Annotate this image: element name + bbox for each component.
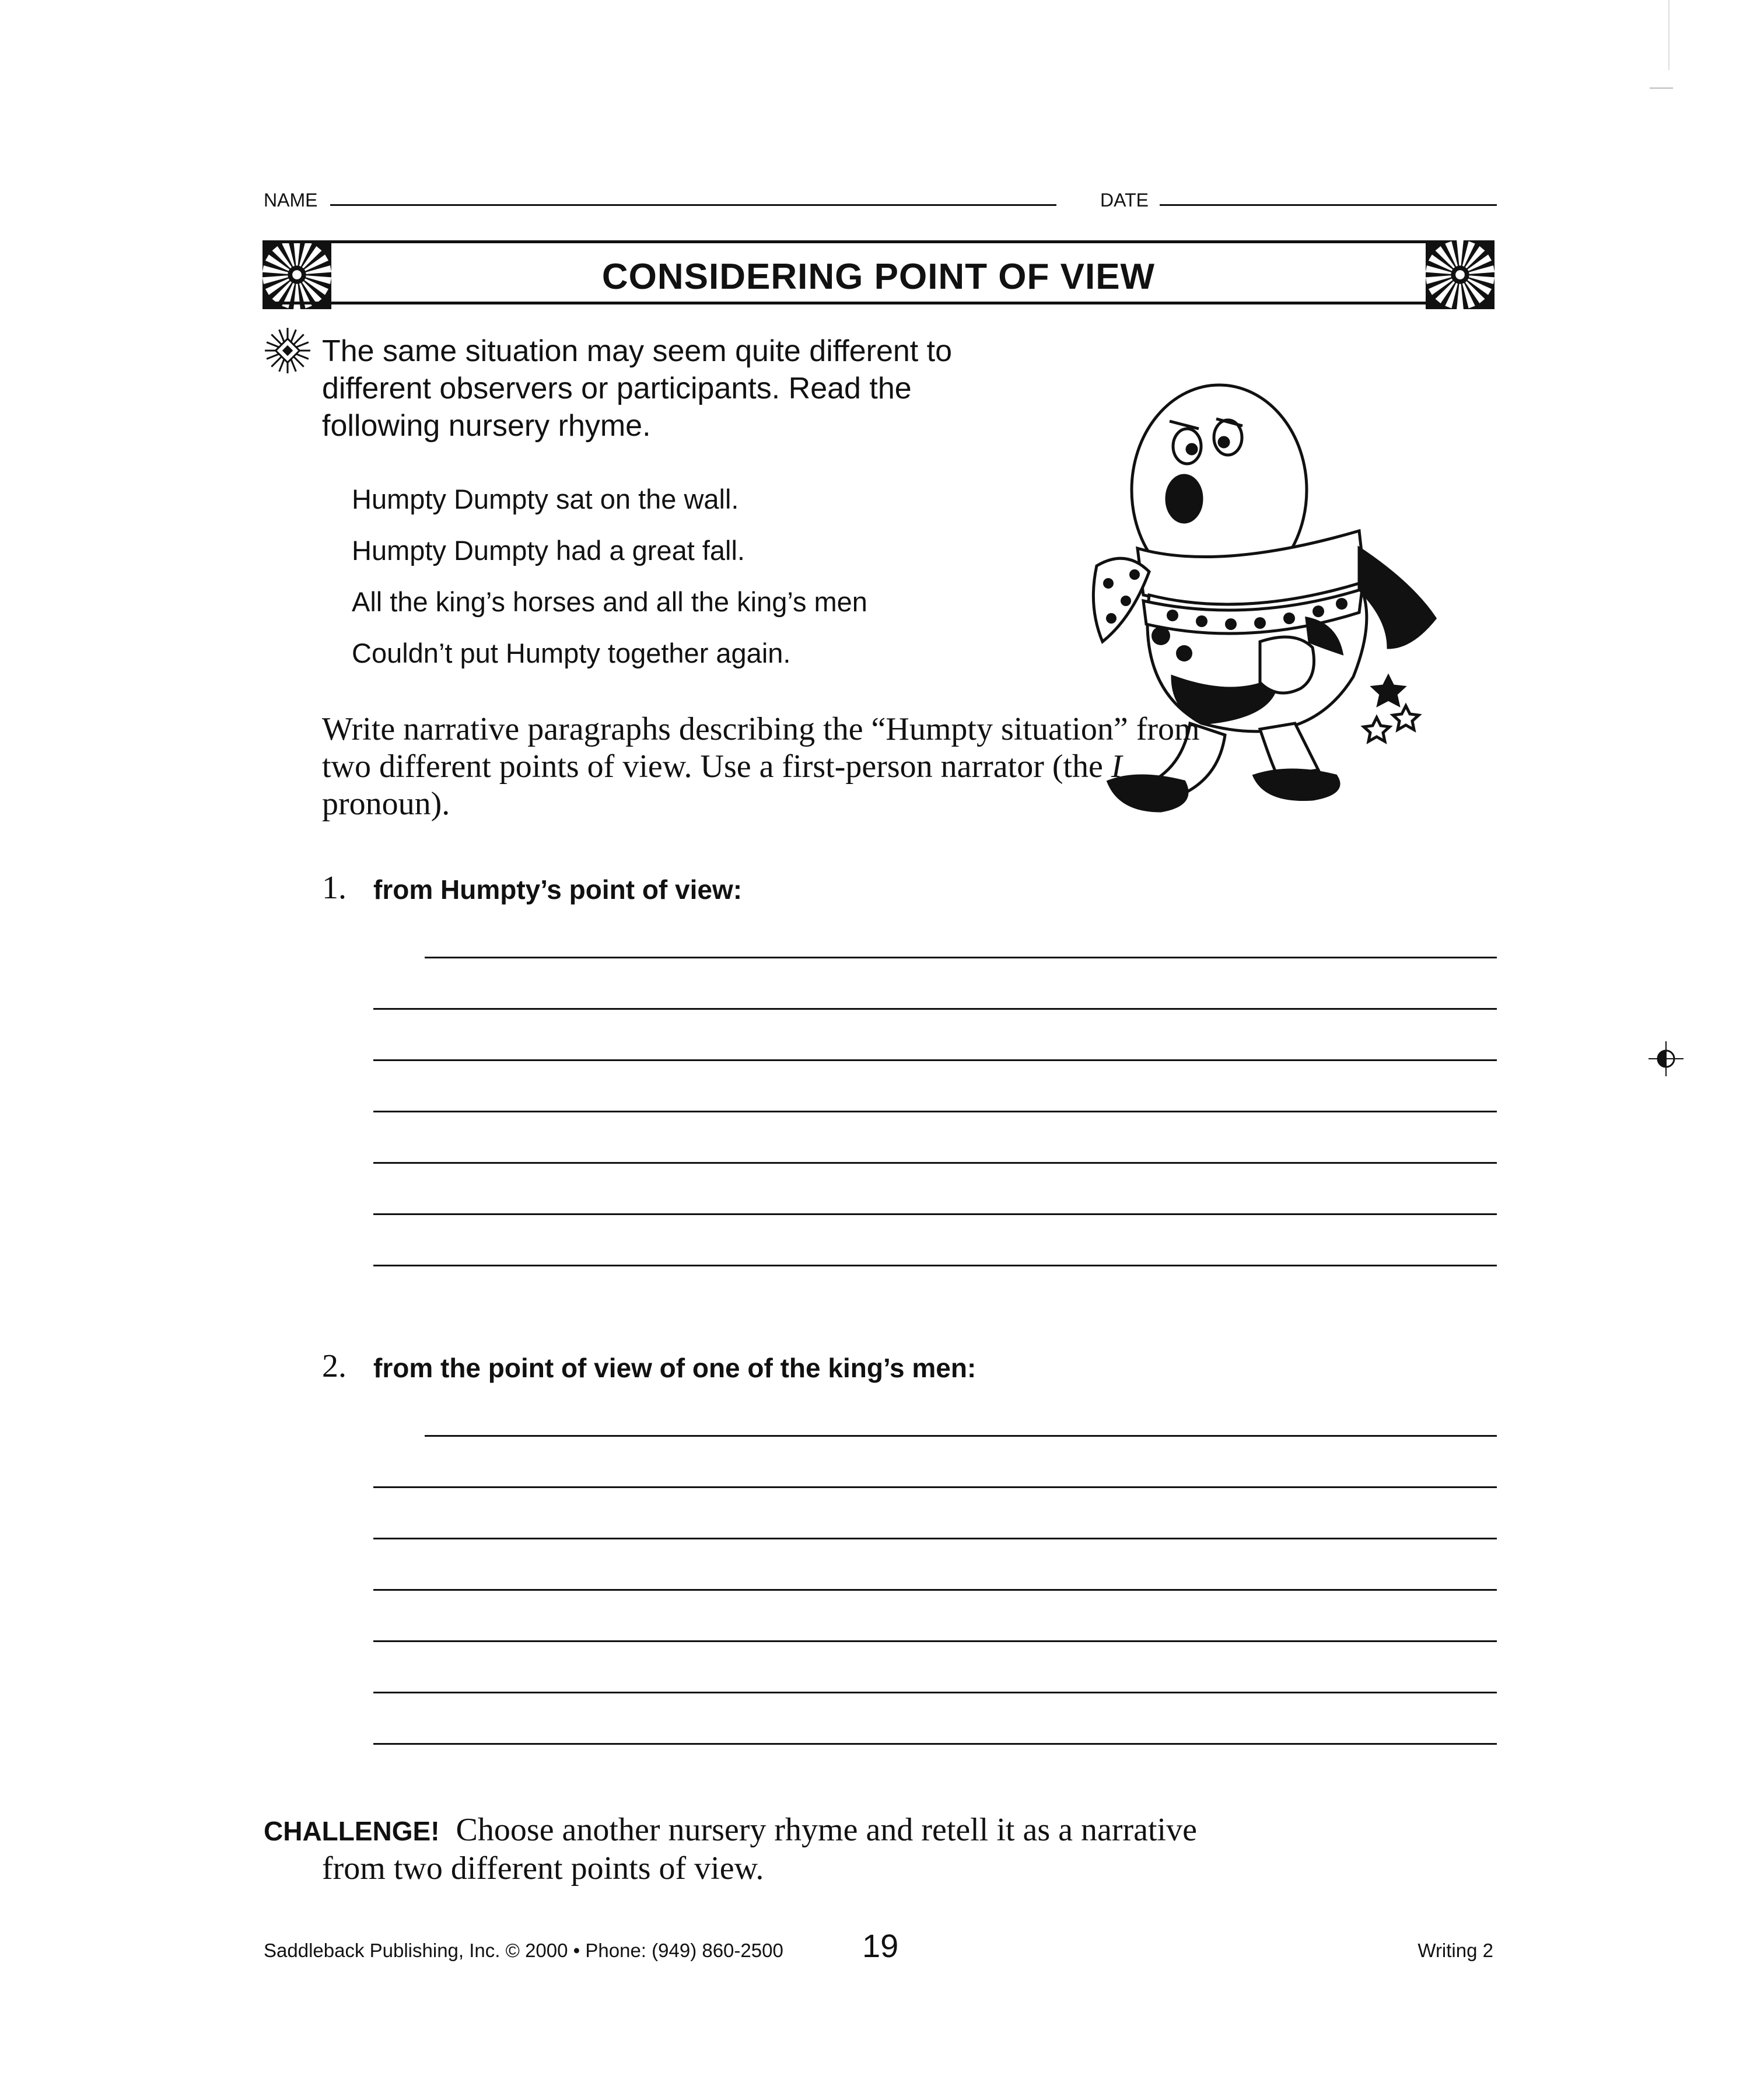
rhyme-line: Humpty Dumpty had a great fall.	[352, 535, 745, 566]
question-number: 1.	[322, 870, 346, 906]
date-label: DATE	[1100, 190, 1149, 211]
writing-line[interactable]	[373, 1743, 1497, 1745]
writing-line[interactable]	[373, 1589, 1497, 1591]
diamond-burst-icon	[264, 327, 312, 374]
name-field[interactable]	[330, 204, 1056, 206]
crop-mark	[1668, 0, 1670, 70]
question-number: 2.	[322, 1348, 346, 1384]
writing-line[interactable]	[373, 1486, 1497, 1488]
pronoun-text: I	[1111, 748, 1122, 785]
writing-line[interactable]	[425, 1435, 1497, 1437]
challenge-text: Choose another nursery rhyme and retell it as a narrative	[456, 1812, 1197, 1848]
question-prompt: from the point of view of one of the king’s men:	[373, 1353, 977, 1383]
writing-line[interactable]	[373, 1538, 1497, 1539]
crop-mark	[1650, 88, 1673, 89]
writing-line[interactable]	[373, 1008, 1497, 1010]
instructions-text-end: pronoun).	[322, 786, 450, 822]
writing-line[interactable]	[373, 1265, 1497, 1266]
starburst-icon	[1426, 240, 1494, 309]
page-title: CONSIDERING POINT OF VIEW	[601, 257, 1156, 297]
instructions	[322, 710, 1209, 822]
rhyme-line: All the king’s horses and all the king’s men	[352, 586, 867, 617]
writing-line[interactable]	[425, 957, 1497, 958]
date-field[interactable]	[1160, 204, 1497, 206]
writing-line[interactable]	[373, 1213, 1497, 1215]
instructions-text: Write narrative paragraphs describing the “Humpty situation” from two different points of view. Use a first-person narrator (the	[322, 711, 1200, 785]
title-bar	[262, 240, 1494, 304]
publisher-info: Saddleback Publishing, Inc. © 2000 • Phone: (949) 860-2500	[264, 1940, 783, 1961]
series-label: Writing 2	[1418, 1940, 1493, 1961]
writing-line[interactable]	[373, 1640, 1497, 1642]
challenge-label: CHALLENGE!	[264, 1816, 440, 1846]
writing-line[interactable]	[373, 1111, 1497, 1112]
page-number: 19	[862, 1927, 899, 1964]
challenge-text-continued: from two different points of view.	[322, 1850, 764, 1887]
registration-mark-icon	[1648, 1041, 1684, 1076]
nursery-rhyme	[352, 474, 867, 679]
writing-line[interactable]	[373, 1059, 1497, 1061]
name-label: NAME	[264, 190, 318, 211]
rhyme-line: Humpty Dumpty sat on the wall.	[352, 484, 739, 514]
writing-line[interactable]	[373, 1692, 1497, 1693]
rhyme-line: Couldn’t put Humpty together again.	[352, 638, 791, 668]
challenge	[264, 1811, 1489, 1887]
writing-line[interactable]	[373, 1162, 1497, 1164]
question-prompt: from Humpty’s point of view:	[373, 874, 743, 905]
intro-text: The same situation may seem quite different to different observers or participants. Read the following nursery rhyme.	[322, 334, 953, 443]
